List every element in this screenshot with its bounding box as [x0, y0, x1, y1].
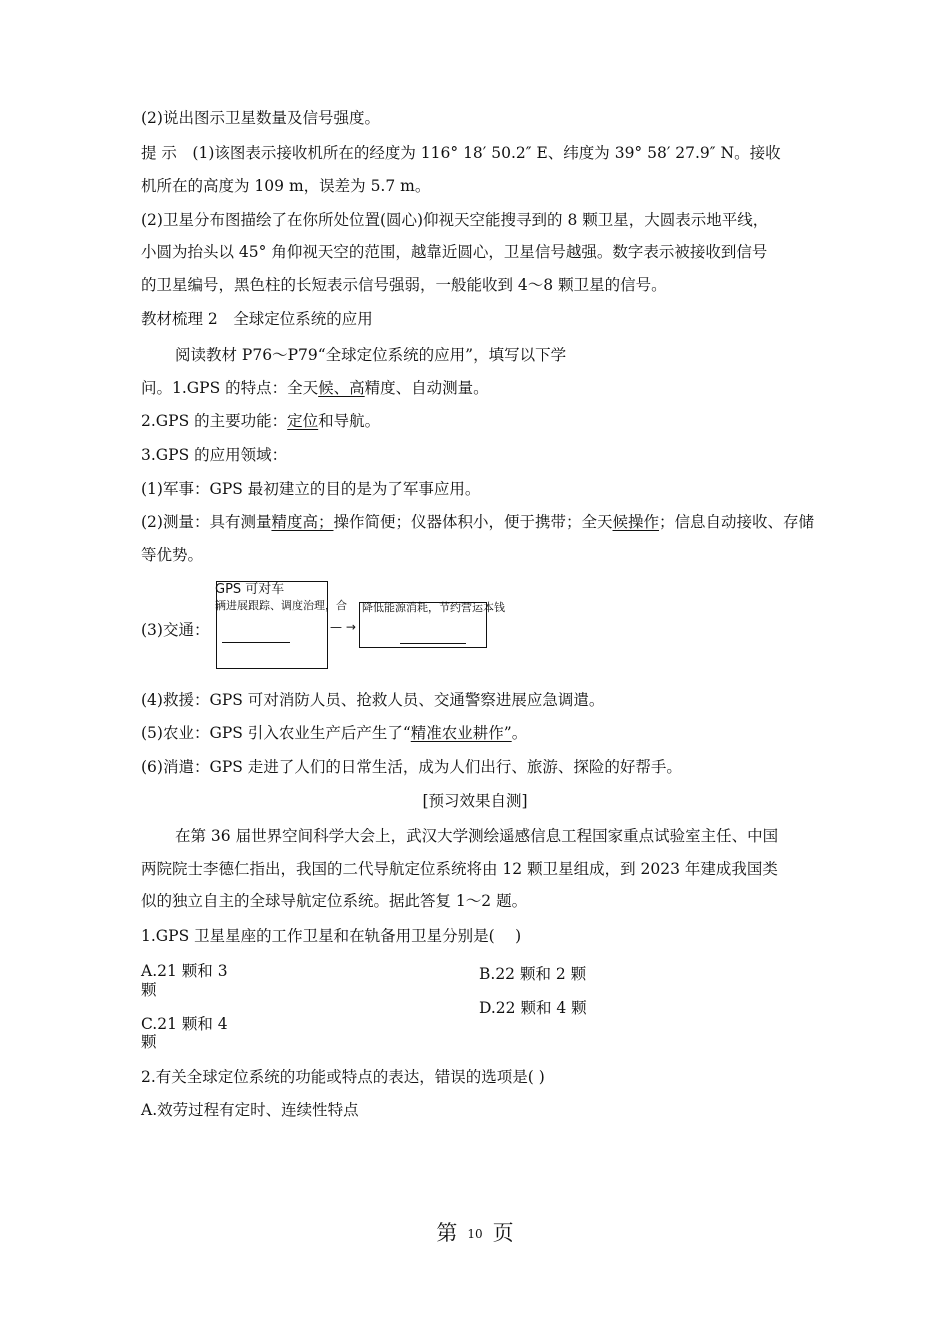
box-text: 辆进展跟踪、调度治理，合 [215, 599, 347, 612]
answer-underlined: 精准农业耕作” [410, 724, 512, 742]
answer-underlined: 定位 [287, 412, 319, 430]
question-2: 2.有关全球定位系统的功能或特点的表达，错误的选项是( ) [141, 1068, 545, 1086]
field-leisure: (6)消遣：GPS 走进了人们的日常生活，成为人们出行、旅游、探险的好帮手。 [141, 758, 682, 776]
question-2-prompt: (2)说出图示卫星数量及信号强度。 [141, 109, 380, 127]
option-b: B.22 颗和 2 颗 [479, 965, 587, 983]
hint-line-1: 提 示 (1)该图表示接收机所在的经度为 116° 18′ 50.2″ E、纬度为 39° 58′ 27.9″ N。接收 [141, 144, 781, 162]
text-segment: 精度、自动测量。 [364, 379, 489, 397]
box-text: GPS 可对车 [215, 582, 285, 597]
field-agriculture [141, 722, 527, 744]
option-d: D.22 颗和 4 颗 [479, 999, 587, 1017]
question-1: 1.GPS 卫星星座的工作卫星和在轨备用卫星分别是( ) [141, 927, 522, 945]
text-segment: 和导航。 [318, 412, 381, 430]
traffic-box-left [215, 581, 347, 669]
self-test-heading: [预习效果自测] [422, 792, 528, 810]
option-a-cont: 颗 [141, 981, 157, 999]
answer-underlined: 候操作 [612, 513, 660, 531]
traffic-box-right [359, 601, 505, 648]
answer-underlined: 精度高； [271, 513, 334, 531]
gps-features [141, 377, 489, 399]
text-segment: ；信息自动接收、存储 [659, 513, 815, 531]
text-segment: 2.GPS 的主要功能： [141, 412, 288, 430]
field-rescue: (4)救援：GPS 可对消防人员、抢救人员、交通警察进展应急调遣。 [141, 691, 605, 709]
fill-blank [222, 642, 290, 643]
footer-text: 页 [492, 1221, 514, 1245]
page-footer [0, 1217, 950, 1247]
hint-line-2: 机所在的高度为 109 m，误差为 5.7 m。 [141, 177, 431, 195]
passage-line-2: 两院院士李德仁指出，我国的二代导航定位系统将由 12 颗卫星组成，到 2023 年建成我国类 [141, 860, 778, 878]
box-text: 降低能源消耗，节约营运本钱 [362, 601, 505, 614]
answer-underlined: 候、高 [318, 379, 365, 397]
text-segment: (5)农业：GPS 引入农业生产后产生了“ [141, 724, 411, 742]
field-traffic-label: (3)交通： [141, 621, 210, 639]
field-surveying [141, 511, 814, 533]
gps-fields-heading: 3.GPS 的应用领域： [141, 446, 288, 464]
passage-line-3: 似的独立自主的全球导航定位系统。据此答复 1～2 题。 [141, 892, 528, 910]
field-surveying-cont: 等优势。 [141, 546, 204, 564]
option-c-cont: 颗 [141, 1033, 157, 1051]
hint-line-3: (2)卫星分布图描绘了在你所处位置(圆心)仰视天空能搜寻到的 8 颗卫星，大圆表示地平线， [141, 211, 769, 229]
hint-line-4: 小圆为抬头以 45° 角仰视天空的范围，越靠近圆心，卫星信号越强。数字表示被接收到信号 [141, 243, 768, 261]
passage-line-1: 在第 36 届世界空间科学大会上，武汉大学测绘遥感信息工程国家重点试验室主任、中国 [175, 827, 779, 845]
arrow-icon: — → [330, 620, 356, 634]
option-a: A.21 颗和 3 [141, 962, 228, 980]
text-segment: 问。1.GPS 的特点：全天 [141, 379, 319, 397]
text-segment: (2)测量：具有测量 [141, 513, 272, 531]
footer-text: 第 [436, 1221, 458, 1245]
fill-blank [400, 643, 466, 644]
gps-functions [141, 410, 380, 432]
text-segment: 。 [511, 724, 528, 742]
section-heading: 教材梳理 2 全球定位系统的应用 [141, 310, 373, 328]
reading-instruction: 阅读教材 P76～P79“全球定位系统的应用”，填写以下学 [175, 346, 567, 364]
page-number: 10 [467, 1227, 483, 1241]
text-segment: 操作简便；仪器体积小，便于携带；全天 [333, 513, 613, 531]
hint-line-5: 的卫星编号，黑色柱的长短表示信号强弱，一般能收到 4～8 颗卫星的信号。 [141, 276, 667, 294]
option-c: C.21 颗和 4 [141, 1015, 228, 1033]
field-military: (1)军事：GPS 最初建立的目的是为了军事应用。 [141, 480, 481, 498]
question-2-option-a: A.效劳过程有定时、连续性特点 [141, 1101, 359, 1119]
